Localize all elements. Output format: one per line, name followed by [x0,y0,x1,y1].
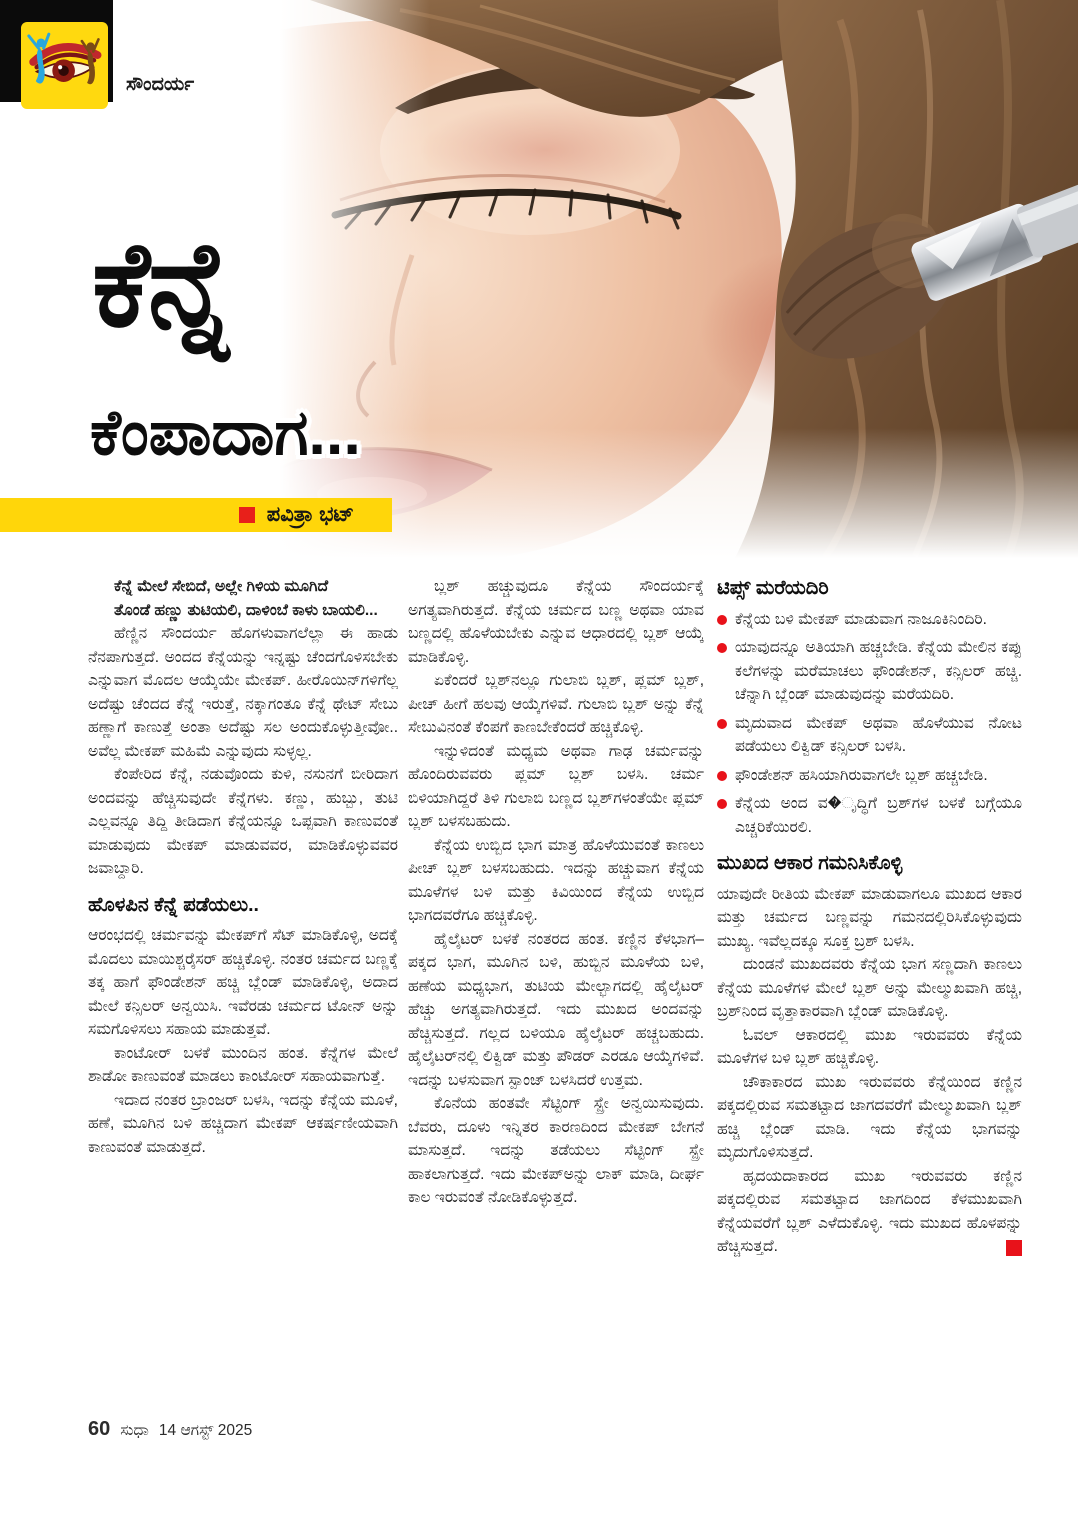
paragraph: ಹೃದಯದಾಕಾರದ ಮುಖ ಇರುವವರು ಕಣ್ಣಿನ ಪಕ್ಕದಲ್ಲಿರುವ ಸಮತಟ್ಟಾದ ಜಾಗದಿಂದ ಕೆಳಮುಖವಾಗಿ ಕೆನ್ನೆಯವರೆಗೆ ಬ್ಲಶ್ ಎಳೆದುಕೊಳ್ಳಿ. ಇದು ಮುಖದ ಹೊಳಪನ್ನು ಹೆಚ್ಚಿಸುತ್ತದೆ. [717,1167,1022,1255]
paragraph: ಹೈಲೈಟರ್ ಬಳಕೆ ನಂತರದ ಹಂತ. ಕಣ್ಣಿನ ಕೆಳಭಾಗ– ಪಕ್ಕದ ಭಾಗ, ಮೂಗಿನ ಬಳಿ, ಹುಬ್ಬಿನ ಮೂಳೆಯ ಬಳಿ, ಹಣೆಯ ಮಧ್ಯಭಾಗ, ತುಟಿಯ ಮೇಲ್ಭಾಗದಲ್ಲಿ ಹೈಲೈಟರ್ ಹೆಚ್ಚು ಅಗತ್ಯವಾಗಿರುತ್ತದೆ. ಇದು ಮುಖದ ಅಂದವನ್ನು ಹೆಚ್ಚಿಸುತ್ತದೆ. ಗಲ್ಲದ ಬಳಿಯೂ ಹೈಲೈಟರ್ ಹಚ್ಚಬಹುದು. ಹೈಲೈಟರ್‌ನಲ್ಲಿ ಲಿಕ್ವಿಡ್ ಮತ್ತು ಪೌಡರ್ ಎರಡೂ ಆಯ್ಕೆಗಳಿವೆ. ಇದನ್ನು ಬಳಸುವಾಗ ಸ್ಪಾಂಜ್ ಬಳಸಿದರೆ ಉತ್ತಮ. [408,930,704,1089]
subheading-face-shape: ಮುಖದ ಆಕಾರ ಗಮನಿಸಿಕೊಳ್ಳಿ [717,852,903,874]
paragraph: ಕಾಂಟೋರ್ ಬಳಕೆ ಮುಂದಿನ ಹಂತ. ಕೆನ್ನೆಗಳ ಮೇಲೆ ಶಾಡೋ ಕಾಣುವಂತೆ ಮಾಡಲು ಕಾಂಟೋರ್ ಸಹಾಯವಾಗುತ್ತೆ. [88,1044,398,1085]
hero-photo-woman-makeup-brush [280,0,1078,558]
tip-item: ಕೆನ್ನೆಯ ಅಂದ ವ�ೃದ್ಧಿಗೆ ಬ್ರಶ್‌ಗಳ ಬಳಕೆ ಬಗ್ಗೆಯೂ ಎಚ್ಚರಿಕೆಯಿರಲಿ. [717,792,1022,839]
author-name: ಪವಿತ್ರಾ ಭಟ್ [266,503,354,526]
paragraph: ಓವಲ್ ಆಕಾರದಲ್ಲಿ ಮುಖ ಇರುವವರು ಕೆನ್ನೆಯ ಮೂಳೆಗಳ ಬಳಿ ಬ್ಲಶ್ ಹಚ್ಚಿಕೊಳ್ಳಿ. [717,1026,1022,1067]
tip-item: ಯಾವುದನ್ನೂ ಅತಿಯಾಗಿ ಹಚ್ಚಬೇಡಿ. ಕೆನ್ನೆಯ ಮೇಲಿನ ಕಪ್ಪು ಕಲೆಗಳನ್ನು ಮರೆಮಾಚಲು ಫೌಂಡೇಶನ್, ಕನ್ಸಿಲರ್ ಹಚ್ಚಿ. ಚೆನ್ನಾಗಿ ಬ್ಲೆಂಡ್ ಮಾಡುವುದನ್ನು ಮರೆಯದಿರಿ. [717,636,1022,707]
subheading-glowing-cheeks: ಹೊಳಪಿನ ಕೆನ್ನೆ ಪಡೆಯಲು.. [88,893,259,916]
bullet-dot-icon [717,719,727,729]
paragraph: ಇದಾದ ನಂತರ ಬ್ರಾಂಜರ್ ಬಳಸಿ, ಇದನ್ನು ಕೆನ್ನೆಯ ಮೂಳೆ, ಹಣೆ, ಮೂಗಿನ ಬಳಿ ಹಚ್ಚಿದಾಗ ಮೇಕಪ್ ಆಕರ್ಷಣೀಯವಾಗಿ ಕಾಣುವಂತೆ ಮಾಡುತ್ತದೆ. [88,1091,398,1156]
intro-verse-line: ತೊಂಡೆ ಹಣ್ಣು ತುಟಿಯಲಿ, ದಾಳಿಂಬೆ ಕಾಳು ಬಾಯಲಿ... [114,601,378,619]
paragraph: ಕೊನೆಯ ಹಂತವೇ ಸೆಟ್ಟಿಂಗ್ ಸ್ಪ್ರೇ ಅನ್ವಯಿಸುವುದು. ಬೆವರು, ದೂಳು ಇನ್ನಿತರ ಕಾರಣದಿಂದ ಮೇಕಪ್ ಬೇಗನೆ ಮಾಸುತ್ತದೆ. ಇದನ್ನು ತಡೆಯಲು ಸೆಟ್ಟಿಂಗ್ ಸ್ಪ್ರೇ ಹಾಕಲಾಗುತ್ತದೆ. ಇದು ಮೇಕಪ್‌ಅನ್ನು ಲಾಕ್ ಮಾಡಿ, ದೀರ್ಘ ಕಾಲ ಇರುವಂತೆ ನೋಡಿಕೊಳ್ಳುತ್ತದೆ. [408,1095,704,1206]
section-label: ಸೌಂದರ್ಯ [126,74,195,95]
paragraph: ಕೆನ್ನೆಯ ಉಬ್ಬಿದ ಭಾಗ ಮಾತ್ರ ಹೊಳೆಯುವಂತೆ ಕಾಣಲು ಪೀಚ್ ಬ್ಲಶ್ ಬಳಸಬಹುದು. ಇದನ್ನು ಹಚ್ಚುವಾಗ ಕೆನ್ನೆಯ ಮೂಳೆಗಳ ಬಳಿ ಮತ್ತು ಕಿವಿಯಿಂದ ಕೆನ್ನೆಯ ಉಬ್ಬಿದ ಭಾಗದವರೆಗೂ ಹಚ್ಚಿಕೊಳ್ಳಿ. [408,836,704,924]
paragraph: ಹೆಣ್ಣಿನ ಸೌಂದರ್ಯ ಹೊಗಳುವಾಗಲೆಲ್ಲಾ ಈ ಹಾಡು ನೆನಪಾಗುತ್ತದೆ. ಅಂದದ ಕೆನ್ನೆಯನ್ನು ಇನ್ನಷ್ಟು ಚೆಂದಗೊಳಿಸಬೇಕು ಎನ್ನುವಾಗ ಮೊದಲ ಆಯ್ಕೆಯೇ ಮೇಕಪ್. ಹೀರೊಯಿನ್‌ಗಳಿಗೆಲ್ಲ ಅದೆಷ್ಟು ಚೆಂದದ ಕೆನ್ನೆ ಇರುತ್ತೆ, ನಕ್ಕಾಗಂತೂ ಕೆನ್ನೆ ಥೇಟ್ ಸೇಬು ಹಣ್ಣಾಗೆ ಕಾಣುತ್ತೆ ಅಂತಾ ಅದೆಷ್ಟು ಸಲ ಅಂದುಕೊಳ್ಳುತ್ತೀವೋ.. ಅವೆಲ್ಲ ಮೇಕಪ್ ಮಹಿಮೆ ಎನ್ನುವುದು ಸುಳ್ಳಲ್ಲ. [88,625,398,760]
page-footer [88,1418,252,1441]
paragraph: ಕೆಂಪೇರಿದ ಕೆನ್ನೆ, ನಡುವೊಂದು ಕುಳಿ, ನಸುನಗೆ ಬೀರಿದಾಗ ಅಂದವನ್ನು ಹೆಚ್ಚಿಸುವುದೇ ಕೆನ್ನೆಗಳು. ಕಣ್ಣು, ಹುಬ್ಬು, ತುಟಿ ಎಲ್ಲವನ್ನೂ ತಿದ್ದಿ ತೀಡಿದಾಗ ಕೆನ್ನೆಯನ್ನೂ ಒಪ್ಪವಾಗಿ ಕಾಣುವಂತೆ ಮಾಡುವುದು ಮೇಕಪ್ ಮಾಡುವವರ, ಮಾಡಿಕೊಳ್ಳುವವರ ಜವಾಬ್ದಾರಿ. [88,766,398,877]
paragraph: ಏಕೆಂದರೆ ಬ್ಲಶ್‌ನಲ್ಲೂ ಗುಲಾಬಿ ಬ್ಲಶ್, ಪ್ಲಮ್ ಬ್ಲಶ್, ಪೀಚ್ ಹೀಗೆ ಹಲವು ಆಯ್ಕೆಗಳಿವೆ. ಗುಲಾಬಿ ಬ್ಲಶ್ ಅನ್ನು ಕೆನ್ನೆ ಸೇಬುವಿನಂತೆ ಕೆಂಪಗೆ ಕಾಣಬೇಕೆಂದರೆ ಹಚ್ಚಿಕೊಳ್ಳಿ. [408,672,704,736]
article-end-mark [1006,1240,1022,1256]
bullet-dot-icon [717,615,727,625]
tip-item: ಮೃದುವಾದ ಮೇಕಪ್ ಅಥವಾ ಹೊಳೆಯುವ ನೋಟ ಪಡೆಯಲು ಲಿಕ್ವಿಡ್ ಕನ್ಸಿಲರ್ ಬಳಸಿ. [717,712,1022,759]
tips-list [717,608,1022,840]
paragraph: ಬ್ಲಶ್ ಹಚ್ಚುವುದೂ ಕೆನ್ನೆಯ ಸೌಂದರ್ಯಕ್ಕೆ ಅಗತ್ಯವಾಗಿರುತ್ತದೆ. ಕೆನ್ನೆಯ ಚರ್ಮದ ಬಣ್ಣ ಅಥವಾ ಯಾವ ಬಣ್ಣದಲ್ಲಿ ಹೊಳೆಯಬೇಕು ಎನ್ನುವ ಆಧಾರದಲ್ಲಿ ಬ್ಲಶ್ ಆಯ್ಕೆ ಮಾಡಿಕೊಳ್ಳಿ. [408,578,704,666]
bullet-dot-icon [717,643,727,653]
subheading-tips: ಟಿಪ್ಸ್ ಮರೆಯದಿರಿ [717,577,829,599]
issue-date: 14 ಆಗಸ್ಟ್ 2025 [158,1422,253,1439]
headline-line2: ಕೆಂಪಾದಾಗ... [90,398,361,468]
eye-with-dancers-logo-icon [21,22,108,109]
byline-bar [0,498,392,532]
magazine-logo-block [0,0,113,102]
bullet-dot-icon [717,771,727,781]
bullet-dot-icon [717,799,727,809]
tip-item: ಫೌಂಡೇಶನ್ ಹಸಿಯಾಗಿರುವಾಗಲೇ ಬ್ಲಶ್ ಹಚ್ಚಬೇಡಿ. [717,764,1022,788]
body-column-2 [408,575,704,1403]
byline-red-square [239,507,255,523]
paragraph: ಆರಂಭದಲ್ಲಿ ಚರ್ಮವನ್ನು ಮೇಕಪ್‌ಗೆ ಸೆಟ್ ಮಾಡಿಕೊಳ್ಳಿ, ಅದಕ್ಕೆ ಮೊದಲು ಮಾಯಿಶ್ಚರೈಸರ್ ಹಚ್ಚಿಕೊಳ್ಳಿ. ನಂತರ ಚರ್ಮದ ಬಣ್ಣಕ್ಕೆ ತಕ್ಕ ಹಾಗೆ ಫೌಂಡೇಶನ್ ಹಚ್ಚಿ ಬ್ಲೆಂಡ್ ಮಾಡಿಕೊಳ್ಳಿ, ಅದಾದ ಮೇಲೆ ಕನ್ಸಿಲರ್ ಅನ್ವಯಿಸಿ. ಇವೆರಡು ಚರ್ಮದ ಟೋನ್ ಅನ್ನು ಸಮಗೊಳಿಸಲು ಸಹಾಯ ಮಾಡುತ್ತವೆ. [88,927,398,1038]
body-column-3 [717,575,1022,1403]
paragraph: ಇನ್ನುಳಿದಂತೆ ಮಧ್ಯಮ ಅಥವಾ ಗಾಢ ಚರ್ಮವನ್ನು ಹೊಂದಿರುವವರು ಪ್ಲಮ್ ಬ್ಲಶ್ ಬಳಸಿ. ಚರ್ಮ ಬಿಳಿಯಾಗಿದ್ದರೆ ತಿಳಿ ಗುಲಾಬಿ ಬಣ್ಣದ ಬ್ಲಶ್‌ಗಳಂತೆಯೇ ಪ್ಲಮ್ ಬ್ಲಶ್ ಬಳಸಬಹುದು. [408,742,704,830]
body-column-1 [88,575,398,1403]
paragraph: ಚೌಕಾಕಾರದ ಮುಖ ಇರುವವರು ಕೆನ್ನೆಯಿಂದ ಕಣ್ಣಿನ ಪಕ್ಕದಲ್ಲಿರುವ ಸಮತಟ್ಟಾದ ಜಾಗದವರೆಗೆ ಮೇಲ್ಮುಖವಾಗಿ ಬ್ಲಶ್ ಹಚ್ಚಿ ಬ್ಲೆಂಡ್ ಮಾಡಿ. ಇದು ಕೆನ್ನೆಯ ಭಾಗವನ್ನು ಮೃದುಗೊಳಿಸುತ್ತದೆ. [717,1073,1022,1161]
tip-item: ಕೆನ್ನೆಯ ಬಳಿ ಮೇಕಪ್ ಮಾಡುವಾಗ ನಾಜೂಕಿನಿಂದಿರಿ. [717,608,1022,632]
headline-line1: ಕೆನ್ನೆ [92,219,233,351]
page-number: 60 [88,1418,111,1440]
magazine-name: ಸುಧಾ [120,1422,149,1439]
paragraph: ದುಂಡನೆ ಮುಖದವರು ಕೆನ್ನೆಯ ಭಾಗ ಸಣ್ಣದಾಗಿ ಕಾಣಲು ಕೆನ್ನೆಯ ಮೂಳೆಗಳ ಮೇಲೆ ಬ್ಲಶ್ ಅನ್ನು ಮೇಲ್ಮುಖವಾಗಿ ಹಚ್ಚಿ, ಬ್ರಶ್‌ನಿಂದ ವೃತ್ತಾಕಾರವಾಗಿ ಬ್ಲೆಂಡ್ ಮಾಡಿಕೊಳ್ಳಿ. [717,956,1022,1020]
intro-verse-line: ಕೆನ್ನೆ ಮೇಲೆ ಸೇಬಿದೆ, ಅಲ್ಲೇ ಗಿಳಿಯ ಮೂಗಿದೆ [114,578,329,595]
paragraph: ಯಾವುದೇ ರೀತಿಯ ಮೇಕಪ್ ಮಾಡುವಾಗಲೂ ಮುಖದ ಆಕಾರ ಮತ್ತು ಚರ್ಮದ ಬಣ್ಣವನ್ನು ಗಮನದಲ್ಲಿರಿಸಿಕೊಳ್ಳುವುದು ಮುಖ್ಯ. ಇವೆಲ್ಲದಕ್ಕೂ ಸೂಕ್ತ ಬ್ರಶ್ ಬಳಸಿ. [717,885,1022,950]
